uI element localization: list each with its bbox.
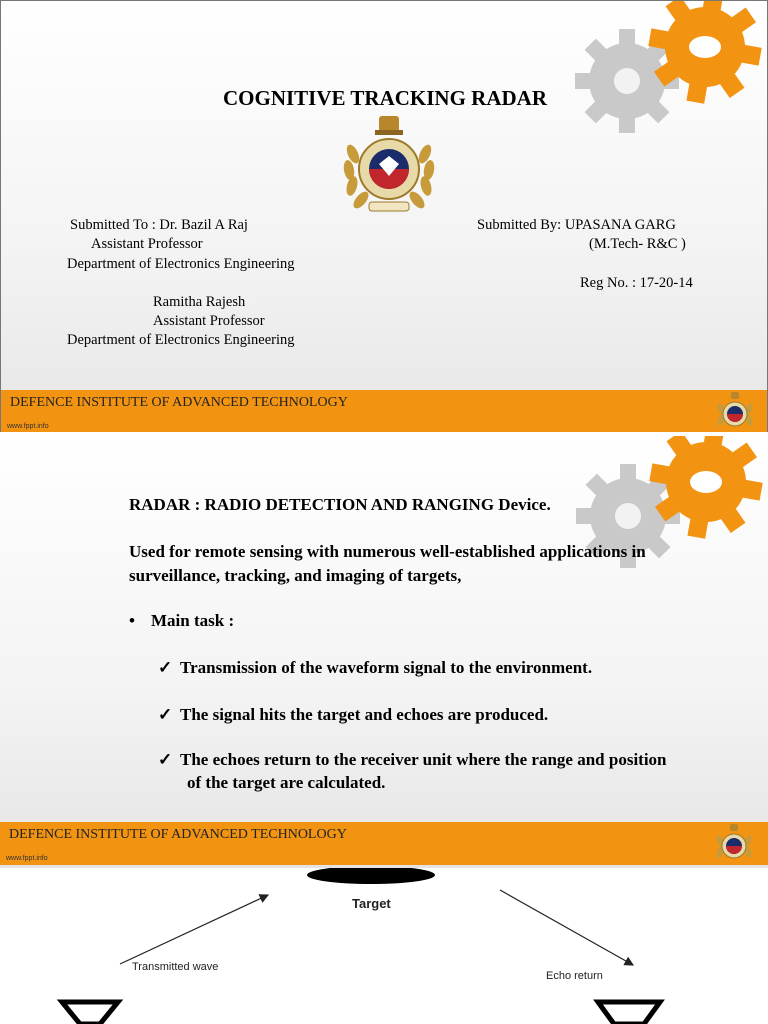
task-item: Transmission of the waveform signal to the environment. — [180, 658, 593, 677]
registration-number: Reg No. : 17-20-14 — [580, 275, 693, 291]
footer-bar — [1, 390, 768, 432]
radar-diagram-slide — [0, 868, 768, 1024]
footer-url: www.fppt.info — [7, 423, 49, 430]
receiver-antenna-icon — [598, 1002, 660, 1024]
task-item: The echoes return to the receiver unit where the range and position — [180, 750, 667, 769]
transmitted-wave-label: Transmitted wave — [132, 961, 219, 973]
submitted-by-line: Submitted By: UPASANA GARG — [477, 217, 676, 233]
slide-title: COGNITIVE TRACKING RADAR — [223, 86, 547, 110]
checkmark-icon: ✓ — [158, 658, 173, 677]
program-label: (M.Tech- R&C ) — [589, 236, 686, 252]
footer-emblem-icon — [715, 391, 755, 432]
checkmark-icon: ✓ — [158, 750, 173, 769]
submitted-to-line: Submitted To : Dr. Bazil A Raj — [70, 217, 248, 233]
task-item-continuation: of the target are calculated. — [187, 773, 386, 792]
echo-return-arrow — [500, 890, 633, 965]
advisor2-department: Department of Electronics Engineering — [67, 332, 295, 348]
advisor2-name: Ramitha Rajesh — [153, 294, 246, 310]
advisor2-role: Assistant Professor — [153, 313, 265, 329]
main-task-bullet: Main task : — [151, 611, 235, 630]
echo-return-label: Echo return — [546, 970, 603, 982]
footer-bar — [0, 822, 768, 865]
transmitter-antenna-icon — [62, 1002, 118, 1024]
target-label: Target — [352, 896, 391, 911]
footer-institute-name: DEFENCE INSTITUTE OF ADVANCED TECHNOLOGY — [10, 395, 348, 410]
advisor1-role: Assistant Professor — [91, 236, 203, 252]
checkmark-icon: ✓ — [158, 705, 173, 724]
gears-decoration-icon — [527, 1, 767, 141]
institute-emblem-icon — [339, 114, 439, 219]
advisor1-department: Department of Electronics Engineering — [67, 256, 295, 272]
intro-line-1: Used for remote sensing with numerous well-established applications in — [129, 542, 646, 561]
radar-intro-slide — [0, 436, 768, 868]
radar-diagram — [0, 868, 768, 1024]
intro-line-2: surveillance, tracking, and imaging of targets, — [129, 566, 462, 585]
transmitted-wave-arrow — [120, 895, 268, 964]
footer-emblem-icon — [714, 823, 754, 865]
task-item: The signal hits the target and echoes are produced. — [180, 705, 549, 724]
radar-heading: RADAR : RADIO DETECTION AND RANGING Device. — [129, 495, 551, 514]
title-slide — [0, 0, 768, 432]
bullet-icon: • — [129, 611, 135, 630]
target-object-icon — [307, 868, 435, 884]
footer-url: www.fppt.info — [6, 855, 48, 862]
footer-institute-name: DEFENCE INSTITUTE OF ADVANCED TECHNOLOGY — [9, 827, 347, 842]
